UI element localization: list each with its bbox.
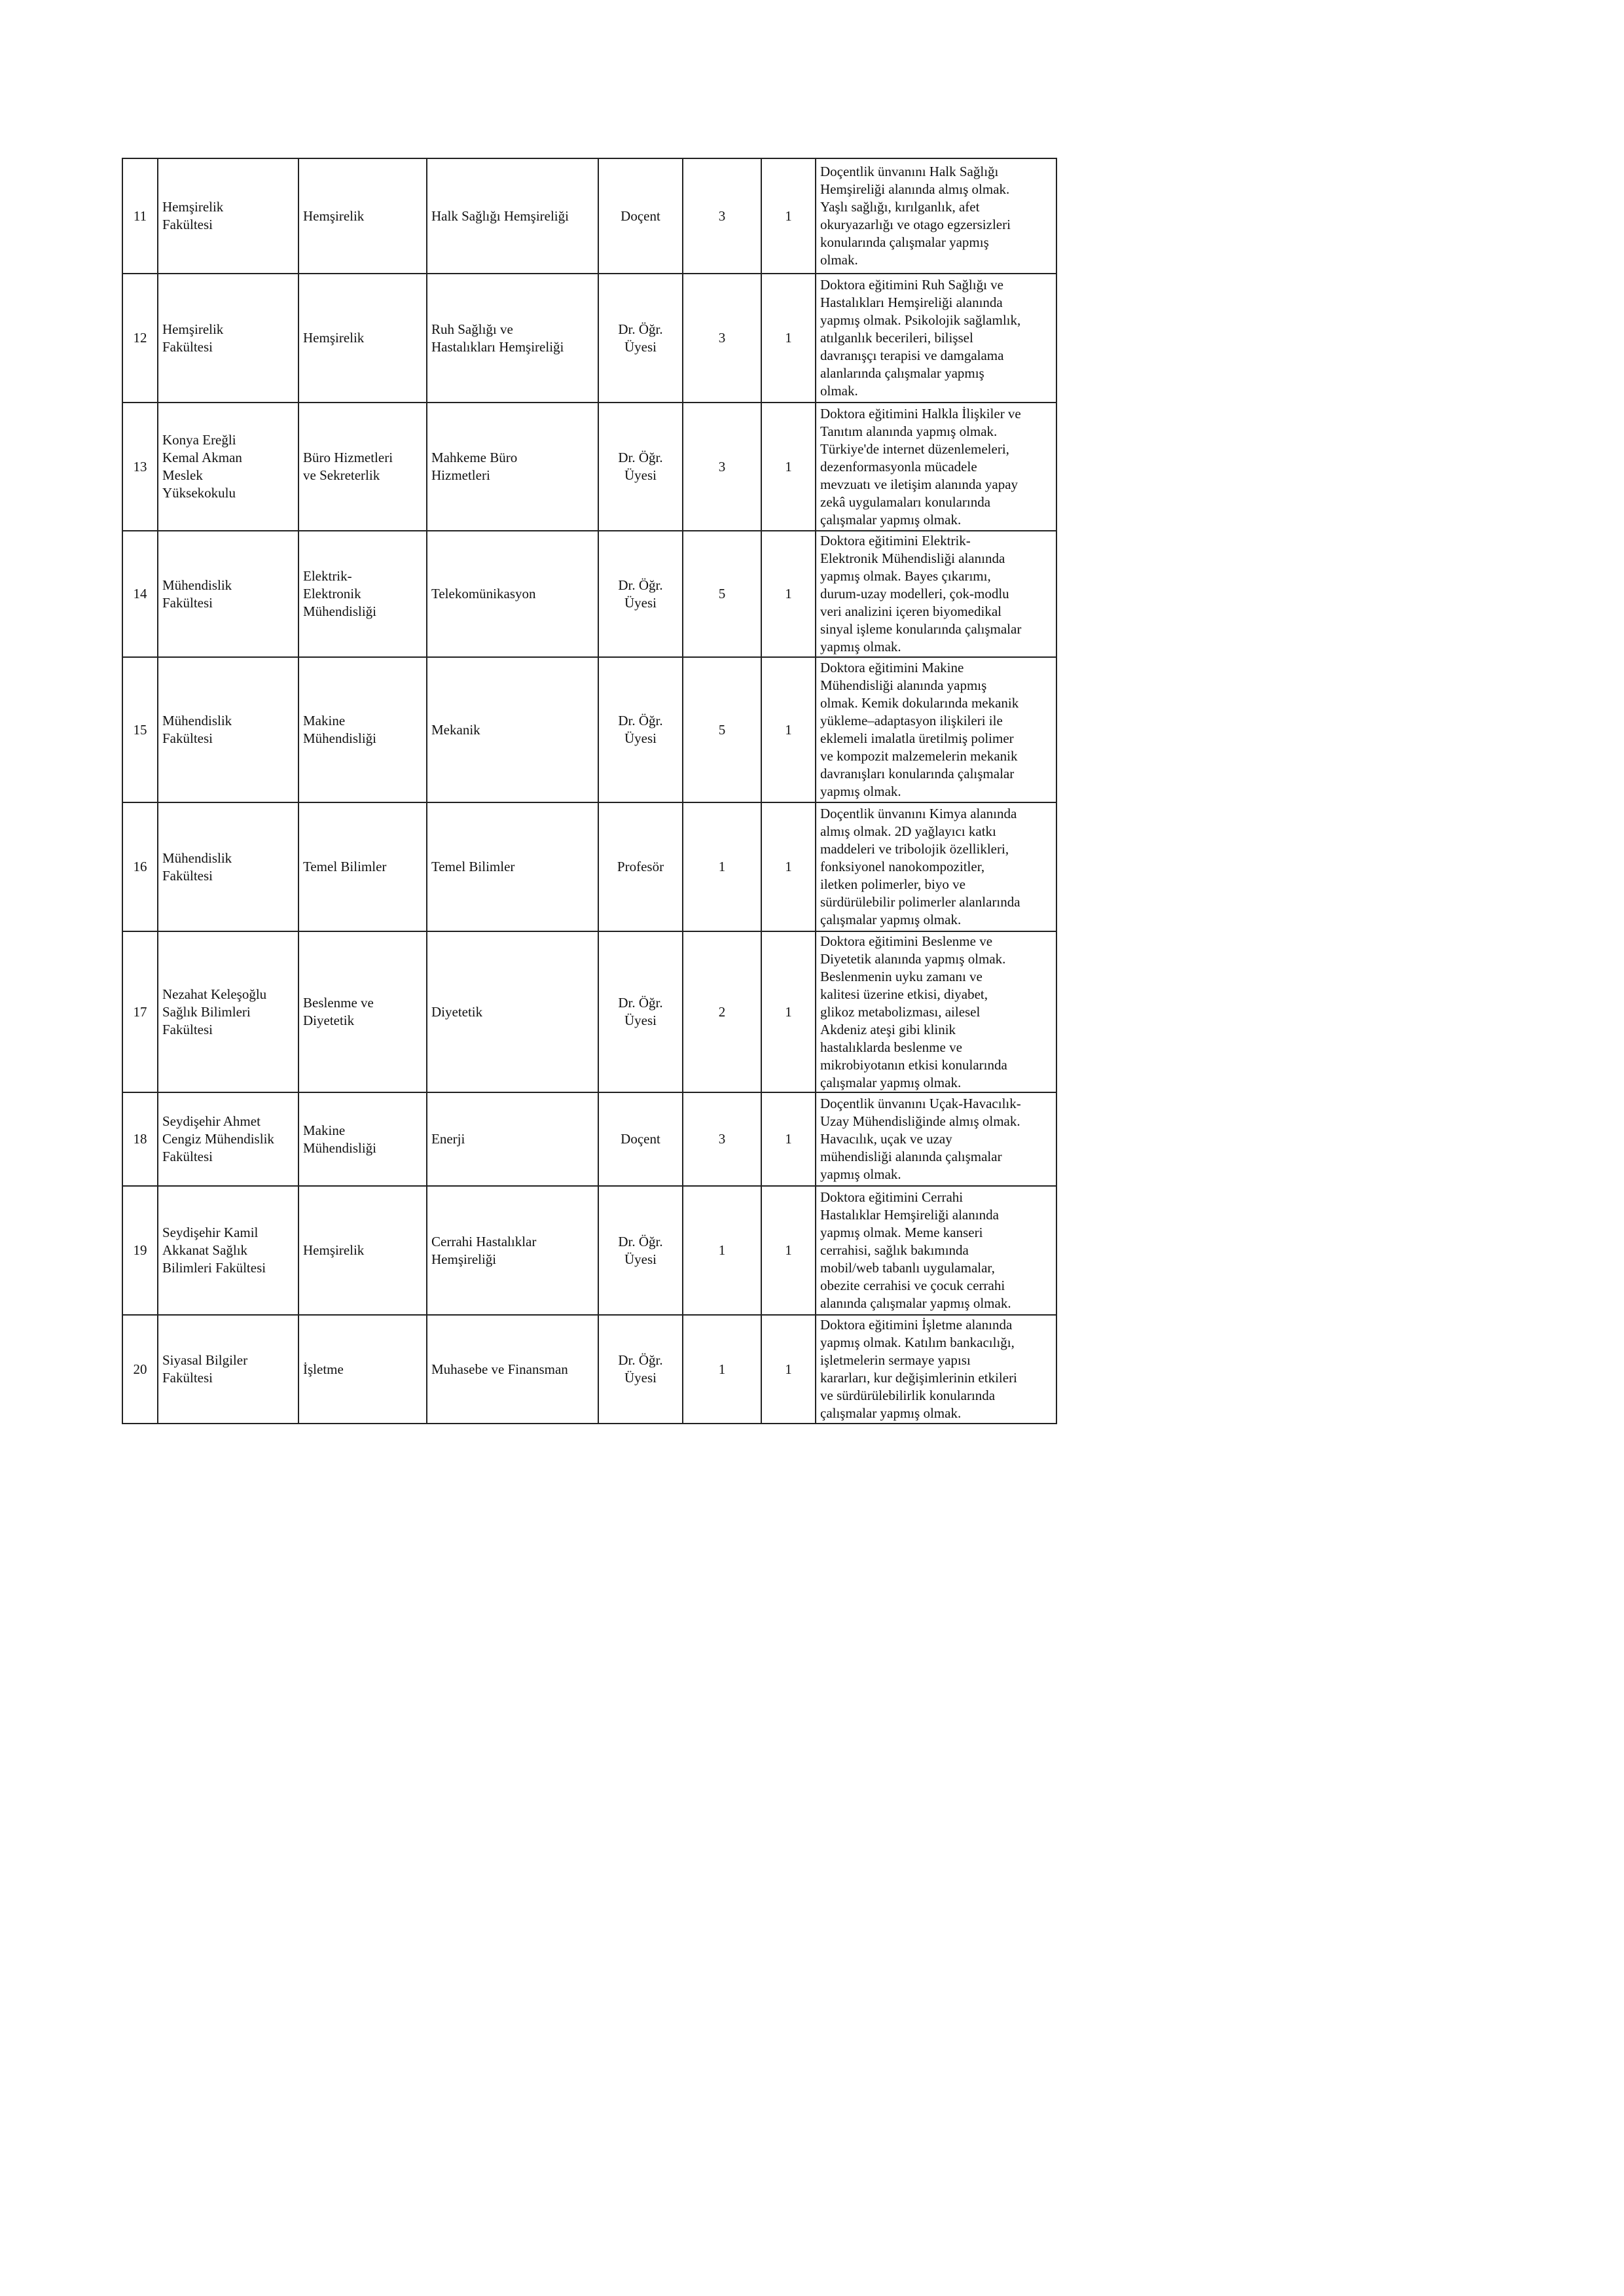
conditions-cell bbox=[816, 1315, 1056, 1424]
department-cell bbox=[298, 1315, 427, 1424]
conditions-cell-text: Doktora eğitimini İşletme alanında yapmış olmak. Katılım bankacılığı, işletmelerin sermaye yapısı kararları, kur değişimlerinin etkileri ve sürdürülebilirlik konularında çalışmalar yapmış olmak. bbox=[820, 1317, 1017, 1421]
academic-title-cell bbox=[598, 1092, 683, 1186]
position-count-cell bbox=[761, 403, 816, 531]
department-cell-text: Hemşirelik bbox=[303, 1242, 365, 1258]
table-row bbox=[122, 657, 1056, 802]
row-number-cell bbox=[122, 1186, 158, 1315]
program-cell-text: Ruh Sağlığı ve Hastalıkları Hemşireliği bbox=[431, 321, 564, 355]
conditions-cell bbox=[816, 403, 1056, 531]
faculty-cell-text: Nezahat Keleşoğlu Sağlık Bilimleri Fakültesi bbox=[162, 986, 267, 1037]
program-cell bbox=[427, 1092, 598, 1186]
table-body bbox=[122, 158, 1056, 1424]
degree-cell bbox=[683, 403, 761, 531]
row-number-cell-text: 16 bbox=[133, 859, 147, 874]
department-cell bbox=[298, 931, 427, 1092]
table-row bbox=[122, 931, 1056, 1092]
degree-cell-text: 1 bbox=[718, 859, 726, 874]
position-count-cell-text: 1 bbox=[785, 721, 792, 738]
program-cell-text: Mekanik bbox=[431, 721, 480, 738]
conditions-cell bbox=[816, 274, 1056, 403]
academic-title-cell bbox=[598, 403, 683, 531]
conditions-cell-text: Doktora eğitimini Halkla İlişkiler ve Tanıtım alanında yapmış olmak. Türkiye'de internet düzenlemeleri, dezenformasyonla mücadele mevzuatı ve iletişim alanında yapay zekâ uygulamaları konularında çalışmalar yapmış olmak. bbox=[820, 405, 1021, 528]
program-cell bbox=[427, 931, 598, 1092]
row-number-cell bbox=[122, 531, 158, 657]
program-cell-text: Diyetetik bbox=[431, 1003, 483, 1020]
department-cell bbox=[298, 531, 427, 657]
department-cell-text: Makine Mühendisliği bbox=[303, 1122, 377, 1156]
row-number-cell bbox=[122, 403, 158, 531]
degree-cell bbox=[683, 1186, 761, 1315]
position-count-cell bbox=[761, 158, 816, 274]
program-cell-text: Telekomünikasyon bbox=[431, 586, 536, 601]
conditions-cell bbox=[816, 931, 1056, 1092]
academic-title-cell-text: Dr. Öğr. Üyesi bbox=[618, 321, 663, 355]
row-number-cell bbox=[122, 657, 158, 802]
conditions-cell bbox=[816, 531, 1056, 657]
row-number-cell-text: 12 bbox=[133, 330, 147, 346]
academic-title-cell-text: Doçent bbox=[621, 207, 660, 224]
conditions-cell bbox=[816, 1092, 1056, 1186]
row-number-cell-text: 14 bbox=[133, 586, 147, 601]
department-cell bbox=[298, 802, 427, 931]
degree-cell-text: 3 bbox=[718, 1131, 726, 1147]
program-cell bbox=[427, 1315, 598, 1424]
department-cell-text: Hemşirelik bbox=[303, 330, 365, 346]
conditions-cell-text: Doktora eğitimini Beslenme ve Diyetetik alanında yapmış olmak. Beslenmenin uyku zamanı ve kalitesi üzerine etkisi, diyabet, glikoz metabolizması, ailesel Akdeniz ateşi gibi klinik hastalıklarda beslenme ve mikrobiyotanın etkisi konularında çalışmalar yapmış olmak. bbox=[820, 933, 1007, 1090]
degree-cell-text: 5 bbox=[718, 586, 726, 601]
conditions-cell-text: Doçentlik ünvanını Halk Sağlığı Hemşireliği alanında almış olmak. Yaşlı sağlığı, kırılganlık, afet okuryazarlığı ve otago egzersizleri konularında çalışmalar yapmış olmak. bbox=[820, 164, 1011, 268]
conditions-cell-text: Doktora eğitimini Cerrahi Hastalıklar Hemşireliği alanında yapmış olmak. Meme kanseri cerrahisi, sağlık bakımında mobil/web tabanlı uygulamalar, obezite cerrahisi ve çocuk cerrahi alanında çalışmalar yapmış olmak. bbox=[820, 1189, 1011, 1311]
conditions-cell bbox=[816, 657, 1056, 802]
department-cell bbox=[298, 158, 427, 274]
row-number-cell bbox=[122, 802, 158, 931]
table-row bbox=[122, 1186, 1056, 1315]
conditions-cell bbox=[816, 1186, 1056, 1315]
position-count-cell bbox=[761, 802, 816, 931]
position-count-cell-text: 1 bbox=[785, 1361, 792, 1377]
degree-cell bbox=[683, 931, 761, 1092]
program-cell-text: Temel Bilimler bbox=[431, 859, 515, 874]
academic-title-cell-text: Dr. Öğr. Üyesi bbox=[618, 1352, 663, 1386]
department-cell-text: İşletme bbox=[303, 1361, 344, 1377]
academic-title-cell bbox=[598, 802, 683, 931]
faculty-cell bbox=[158, 1092, 298, 1186]
department-cell-text: Hemşirelik bbox=[303, 207, 365, 224]
position-count-cell-text: 1 bbox=[785, 207, 792, 224]
position-table bbox=[122, 158, 1057, 1424]
table-row bbox=[122, 1315, 1056, 1424]
faculty-cell-text: Seydişehir Kamil Akkanat Sağlık Bilimleri Fakültesi bbox=[162, 1225, 266, 1276]
academic-title-cell-text: Profesör bbox=[617, 859, 664, 874]
program-cell-text: Muhasebe ve Finansman bbox=[431, 1361, 568, 1377]
row-number-cell-text: 19 bbox=[133, 1242, 147, 1258]
conditions-cell-text: Doçentlik ünvanını Kimya alanında almış olmak. 2D yağlayıcı katkı maddeleri ve tribolojik özellikleri, fonksiyonel nanokompozitler, iletken polimerler, biyo ve sürdürülebilir polimerler alanlarında çalışmalar yapmış olmak. bbox=[820, 806, 1020, 927]
faculty-cell bbox=[158, 931, 298, 1092]
department-cell-text: Beslenme ve Diyetetik bbox=[303, 995, 374, 1028]
degree-cell-text: 2 bbox=[718, 1003, 726, 1020]
row-number-cell bbox=[122, 1092, 158, 1186]
position-count-cell bbox=[761, 1092, 816, 1186]
row-number-cell bbox=[122, 1315, 158, 1424]
degree-cell-text: 3 bbox=[718, 207, 726, 224]
row-number-cell-text: 18 bbox=[133, 1131, 147, 1147]
program-cell bbox=[427, 274, 598, 403]
program-cell bbox=[427, 1186, 598, 1315]
degree-cell bbox=[683, 802, 761, 931]
row-number-cell bbox=[122, 158, 158, 274]
position-count-cell-text: 1 bbox=[785, 1003, 792, 1020]
faculty-cell-text: Hemşirelik Fakültesi bbox=[162, 321, 224, 355]
program-cell-text: Enerji bbox=[431, 1131, 465, 1147]
faculty-cell bbox=[158, 1315, 298, 1424]
faculty-cell bbox=[158, 158, 298, 274]
table-row bbox=[122, 1092, 1056, 1186]
academic-title-cell bbox=[598, 931, 683, 1092]
academic-title-cell-text: Dr. Öğr. Üyesi bbox=[618, 1233, 663, 1267]
faculty-cell bbox=[158, 531, 298, 657]
row-number-cell-text: 15 bbox=[133, 721, 147, 738]
position-count-cell-text: 1 bbox=[785, 586, 792, 601]
department-cell bbox=[298, 274, 427, 403]
degree-cell-text: 5 bbox=[718, 721, 726, 738]
degree-cell bbox=[683, 274, 761, 403]
faculty-cell bbox=[158, 802, 298, 931]
degree-cell-text: 1 bbox=[718, 1242, 726, 1258]
department-cell bbox=[298, 1186, 427, 1315]
degree-cell-text: 1 bbox=[718, 1361, 726, 1377]
program-cell bbox=[427, 403, 598, 531]
academic-title-cell-text: Doçent bbox=[621, 1131, 660, 1147]
conditions-cell-text: Doktora eğitimini Ruh Sağlığı ve Hastalıkları Hemşireliği alanında yapmış olmak. Psikolojik sağlamlık, atılganlık becerileri, bilişsel davranışçı terapisi ve damgalama alanlarında çalışmalar yapmış olmak. bbox=[820, 277, 1021, 399]
table-row bbox=[122, 158, 1056, 274]
degree-cell bbox=[683, 1315, 761, 1424]
conditions-cell bbox=[816, 158, 1056, 274]
row-number-cell-text: 11 bbox=[133, 207, 147, 224]
program-cell-text: Cerrahi Hastalıklar Hemşireliği bbox=[431, 1233, 537, 1267]
faculty-cell bbox=[158, 403, 298, 531]
row-number-cell bbox=[122, 274, 158, 403]
conditions-cell-text: Doktora eğitimini Elektrik- Elektronik Mühendisliği alanında yapmış olmak. Bayes çıkarımı, durum-uzay modelleri, çok-modlu veri analizini içeren biyomedikal sinyal işleme konularında çalışmalar yapmış olmak. bbox=[820, 533, 1022, 655]
faculty-cell-text: Siyasal Bilgiler Fakültesi bbox=[162, 1352, 248, 1386]
faculty-cell-text: Mühendislik Fakültesi bbox=[162, 850, 232, 884]
academic-title-cell bbox=[598, 531, 683, 657]
faculty-cell-text: Mühendislik Fakültesi bbox=[162, 713, 232, 746]
table-row bbox=[122, 403, 1056, 531]
program-cell-text: Halk Sağlığı Hemşireliği bbox=[431, 207, 569, 224]
faculty-cell bbox=[158, 274, 298, 403]
position-count-cell bbox=[761, 657, 816, 802]
faculty-cell bbox=[158, 1186, 298, 1315]
academic-title-cell bbox=[598, 158, 683, 274]
program-cell bbox=[427, 657, 598, 802]
position-count-cell-text: 1 bbox=[785, 1242, 792, 1258]
position-count-cell-text: 1 bbox=[785, 859, 792, 874]
conditions-cell-text: Doktora eğitimini Makine Mühendisliği alanında yapmış olmak. Kemik dokularında mekanik yükleme–adaptasyon ilişkileri ile eklemeli imalatla üretilmiş polimer ve kompozit malzemelerin mekanik davranışları konularında çalışmalar yapmış olmak. bbox=[820, 660, 1019, 799]
table-row bbox=[122, 802, 1056, 931]
department-cell bbox=[298, 1092, 427, 1186]
position-count-cell bbox=[761, 531, 816, 657]
row-number-cell-text: 20 bbox=[133, 1361, 147, 1377]
table-row bbox=[122, 531, 1056, 657]
faculty-cell bbox=[158, 657, 298, 802]
department-cell-text: Elektrik- Elektronik Mühendisliği bbox=[303, 568, 377, 619]
degree-cell bbox=[683, 158, 761, 274]
conditions-cell bbox=[816, 802, 1056, 931]
faculty-cell-text: Mühendislik Fakültesi bbox=[162, 577, 232, 611]
position-count-cell-text: 1 bbox=[785, 330, 792, 346]
program-cell bbox=[427, 802, 598, 931]
degree-cell bbox=[683, 1092, 761, 1186]
academic-title-cell-text: Dr. Öğr. Üyesi bbox=[618, 995, 663, 1028]
position-count-cell-text: 1 bbox=[785, 458, 792, 475]
degree-cell-text: 3 bbox=[718, 330, 726, 346]
position-count-cell bbox=[761, 274, 816, 403]
academic-title-cell bbox=[598, 274, 683, 403]
position-count-cell bbox=[761, 1186, 816, 1315]
academic-title-cell bbox=[598, 657, 683, 802]
faculty-cell-text: Hemşirelik Fakültesi bbox=[162, 199, 224, 232]
program-cell-text: Mahkeme Büro Hizmetleri bbox=[431, 450, 518, 483]
degree-cell-text: 3 bbox=[718, 458, 726, 475]
position-count-cell bbox=[761, 1315, 816, 1424]
position-count-cell bbox=[761, 931, 816, 1092]
academic-title-cell-text: Dr. Öğr. Üyesi bbox=[618, 450, 663, 483]
conditions-cell-text: Doçentlik ünvanını Uçak-Havacılık- Uzay Mühendisliğinde almış olmak. Havacılık, uçak ve uzay mühendisliği alanında çalışmalar yapmış olmak. bbox=[820, 1096, 1021, 1182]
academic-title-cell bbox=[598, 1315, 683, 1424]
row-number-cell bbox=[122, 931, 158, 1092]
department-cell-text: Temel Bilimler bbox=[303, 859, 387, 874]
department-cell-text: Makine Mühendisliği bbox=[303, 713, 377, 746]
program-cell bbox=[427, 158, 598, 274]
degree-cell bbox=[683, 531, 761, 657]
department-cell bbox=[298, 403, 427, 531]
table-row bbox=[122, 274, 1056, 403]
degree-cell bbox=[683, 657, 761, 802]
row-number-cell-text: 13 bbox=[133, 458, 147, 475]
position-count-cell-text: 1 bbox=[785, 1131, 792, 1147]
academic-title-cell-text: Dr. Öğr. Üyesi bbox=[618, 713, 663, 746]
row-number-cell-text: 17 bbox=[133, 1003, 147, 1020]
academic-title-cell bbox=[598, 1186, 683, 1315]
department-cell-text: Büro Hizmetleri ve Sekreterlik bbox=[303, 450, 393, 483]
faculty-cell-text: Konya Ereğli Kemal Akman Meslek Yüksekokulu bbox=[162, 432, 242, 501]
faculty-cell-text: Seydişehir Ahmet Cengiz Mühendislik Fakültesi bbox=[162, 1113, 274, 1164]
academic-title-cell-text: Dr. Öğr. Üyesi bbox=[618, 577, 663, 611]
department-cell bbox=[298, 657, 427, 802]
program-cell bbox=[427, 531, 598, 657]
